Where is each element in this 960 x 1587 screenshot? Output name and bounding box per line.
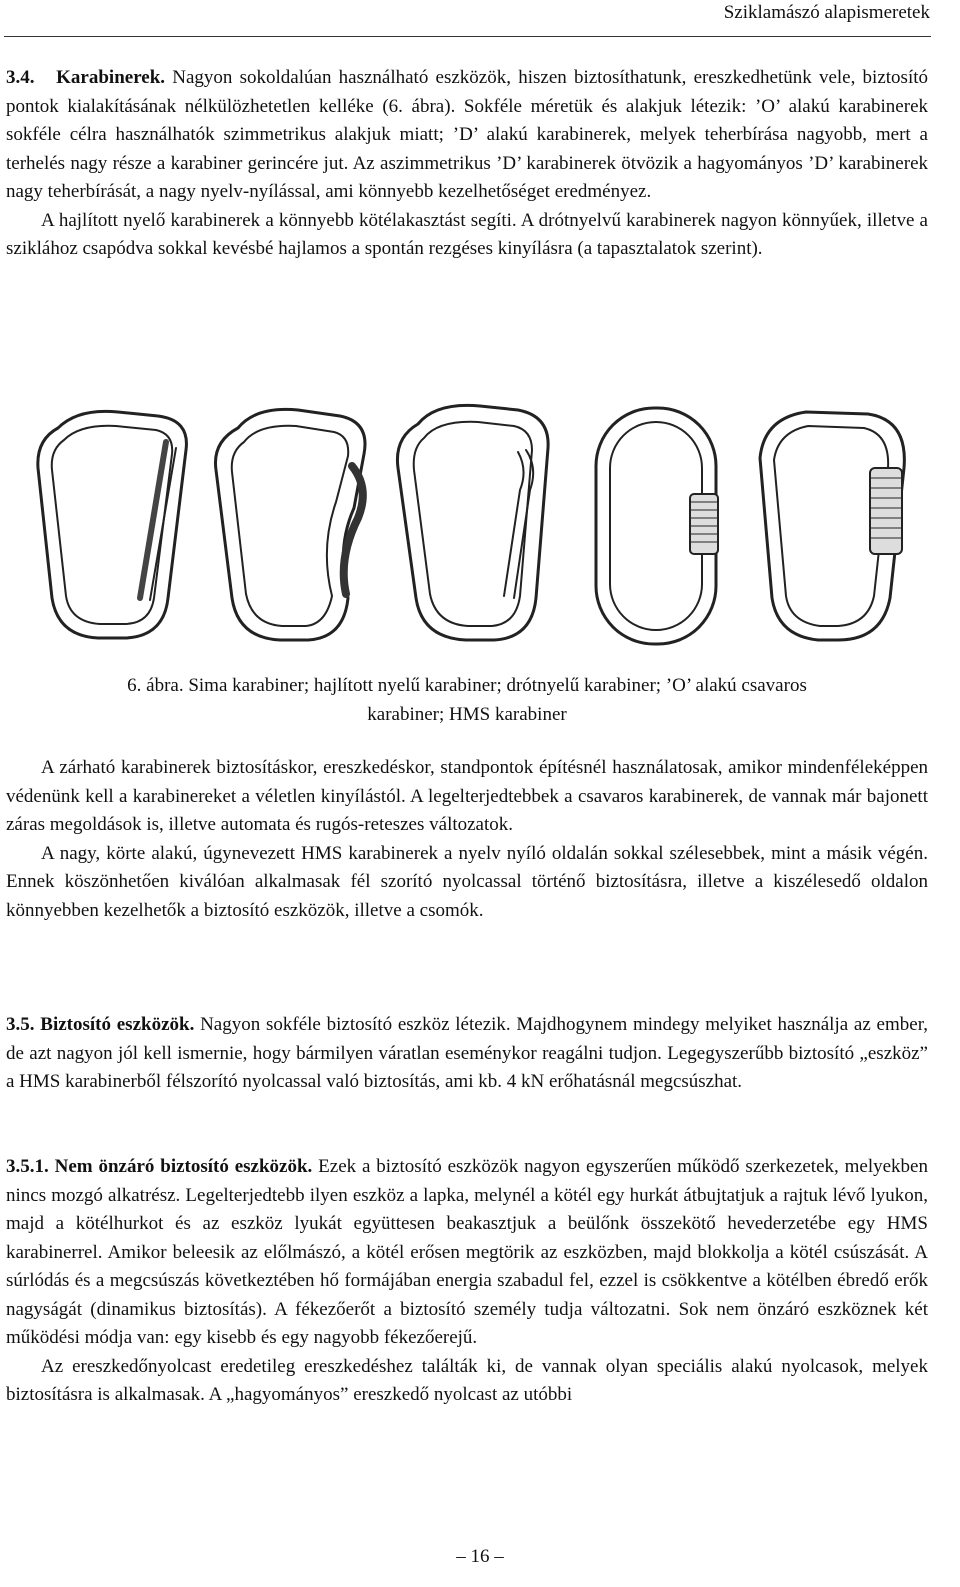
section-3-5-paragraph [6,1011,928,1097]
section-3-5-1 [6,1153,928,1410]
carabiner-figure [18,398,918,658]
hms-carabiner-icon [760,412,904,640]
section-3-4-paragraph-1 [6,64,928,207]
section-3-5-number: 3.5. [6,1014,35,1035]
figure-caption-line-1: 6. ábra. Sima karabiner; hajlított nyelű karabiner; drótnyelű karabiner; ’O’ alakú csavaros [127,675,807,696]
locking-paragraph-2: A nagy, körte alakú, úgynevezett HMS karabinerek a nyelv nyíló oldalán sokkal szélesebbek, mint a másik végén. Ennek köszönhetően kiválóan alkalmasak fél szorító nyolcassal történő biztosításra, illetve a kiszélesedő oldalon könnyebben kezelhetők a biztosító eszközök, illetve a csomók. [6,842,928,921]
section-3-5-1-number: 3.5.1. [6,1156,49,1177]
section-3-5-1-paragraph-1 [6,1153,928,1353]
figure-caption [6,672,928,729]
section-3-5 [6,1011,928,1097]
section-3-4-number: 3.4. [6,67,35,88]
section-3-5-1-title: Nem önzáró biztosító eszközök. [54,1156,313,1177]
plain-carabiner-icon [38,411,187,638]
page-number: – 16 – [456,1546,504,1567]
locking-carabiners-text [6,754,928,925]
locking-paragraph-1: A zárható karabinerek biztosításkor, ereszkedéskor, standpontok építésnél használatosak, amikor mindenféleképpen védenünk kell a karabinereket a véletlen kinyílástól. A legelterjedtebbek a csavaros karabinerek, de vannak már bajonett záras megoldások is, illetve automata és rugós-reteszes változatok. [6,757,928,835]
wire-gate-carabiner-icon [397,405,548,640]
bent-gate-carabiner-icon [215,409,365,640]
section-3-5-title: Biztosító eszközök. [40,1014,195,1035]
section-3-4-body: Nagyon sokoldalúan használható eszközök, hiszen biztosíthatunk, ereszkedhetünk vele, biztosító pontok kialakításának nélkülözhetetlen kelléke (6. ábra). Sokféle méretük és alakjuk létezik: ’O’ alakú karabinerek sokféle célra használhatók szimmetrikus alakjuk miatt; ’D’ alakú karabinerek, melyek teherbírása nagyobb, mert a terhelés nagy része a karabiner gerincére jut. Az aszimmetrikus ’D’ karabinerek ötvözik a hagyományos ’D’ karabinerek nagy teherbírását, a nagy nyelv-nyílással, ami könnyebb kezelhetőséget eredményez. [6,67,929,202]
figure-caption-line-2: karabiner; HMS karabiner [367,703,567,725]
section-3-4 [6,64,928,264]
header-divider [4,36,931,37]
oval-screwgate-carabiner-icon [596,408,718,644]
section-3-5-1-body: Ezek a biztosító eszközök nagyon egyszerűen működő szerkezetek, melyekben nincs mozgó alkatrész. Legelterjedtebb ilyen eszköz a lapka, melynél a kötél egy hurkát átbujtatjuk a rajtuk lévő lyukon, majd a kötélhurkot és az eszköz lyukát együttesen beakasztjuk a beülőnk összekötő hevederzetébe egy HMS karabinerrel. Amikor beleesik az előlmászó, a kötél erősen megtörik az eszközben, majd blokkolja a kötél csúszását. A súrlódás és a megcsúszás következtében hő formájában energia szabadul fel, ezzel is csökkentve a kötélben ébredő erők nagyságát (dinamikus biztosítás). A fékezőerőt a biztosító személy tudja változatni. Sok nem önzáró eszköznek két működési módja van: egy kisebb és egy nagyobb fékezőerejű. [6,1156,928,1348]
section-3-4-title: Karabinerek. [56,67,166,88]
section-3-5-1-paragraph-2: Az ereszkedőnyolcast eredetileg ereszkedéshez találták ki, de vannak olyan speciális alakú nyolcasok, melyek biztosításra is alkalmasak. A „hagyományos” ereszkedő nyolcast az utóbbi [6,1355,928,1405]
section-3-4-paragraph-2: A hajlított nyelő karabinerek a könnyebb kötélakasztást segíti. A drótnyelvű karabinerek nagyon könnyűek, illetve a sziklához csapódva sokkal kevésbé hajlamos a spontán rezgéses kinyílásra (a tapasztalatok szerint). [6,209,928,259]
section-3-5-body: Nagyon sokféle biztosító eszköz létezik. Majdhogynem mindegy melyiket használja az ember, de azt nagyon jól kell ismernie, hogy bármilyen váratlan eseménykor reagálni tudjon. Legegyszerűbb biztosító „eszköz” a HMS karabinerből félszorító nyolcassal való biztosítás, ami kb. 4 kN erőhatásnál megcsúszhat. [6,1014,929,1092]
running-header: Sziklamászó alapismeretek [723,2,930,23]
